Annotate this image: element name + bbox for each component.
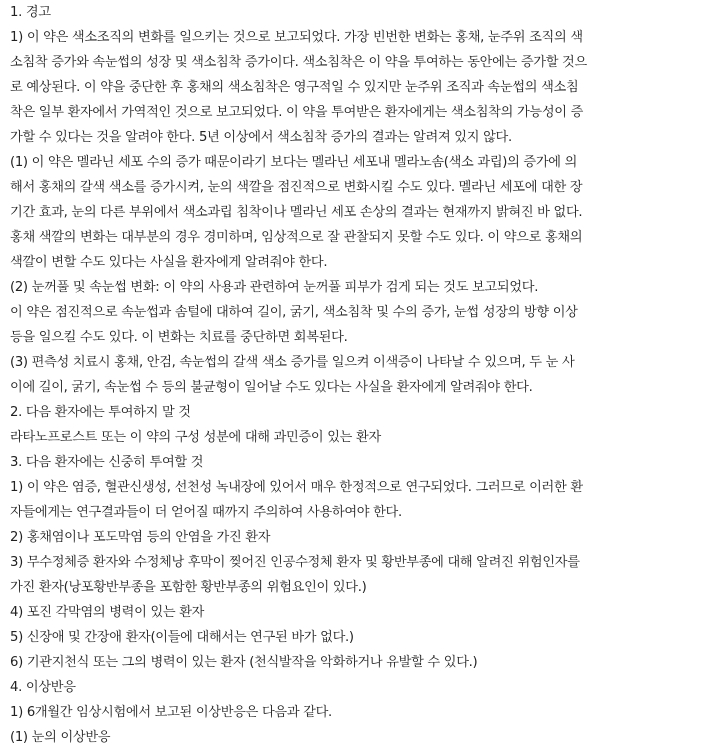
text-line: 로 예상된다. 이 약을 중단한 후 홍채의 색소침착은 영구적일 수 있지만 눈주위 조직과 속눈썹의 색소침: [10, 80, 579, 95]
text-line: 2) 홍채염이나 포도막염 등의 안염을 가진 환자: [10, 530, 271, 545]
text-line: 1) 이 약은 염증, 혈관신생성, 선천성 녹내장에 있어서 매우 한정적으로 연구되었다. 그러므로 이러한 환: [10, 480, 583, 495]
text-line: 소침착 증가와 속눈썹의 성장 및 색소침착 증가이다. 색소침착은 이 약을 투여하는 동안에는 증가할 것으: [10, 55, 587, 70]
text-line: 색깔이 변할 수도 있다는 사실을 환자에게 알려줘야 한다.: [10, 255, 328, 270]
text-line: 해서 홍채의 갈색 색소를 증가시켜, 눈의 색깔을 점진적으로 변화시킬 수도 있다. 멜라닌 세포에 대한 장: [10, 180, 583, 195]
text-line: 이 약은 점진적으로 속눈썹과 솜털에 대하여 길이, 굵기, 색소침착 및 수의 증가, 눈썹 성장의 방향 이상: [10, 305, 578, 320]
text-line: 이에 길이, 굵기, 속눈썹 수 등의 불균형이 일어날 수도 있다는 사실을 환자에게 알려줘야 한다.: [10, 380, 533, 395]
text-line: (1) 이 약은 멜라닌 세포 수의 증가 때문이라기 보다는 멜라닌 세포내 멜라노솜(색소 과립)의 증가에 의: [10, 155, 578, 170]
section-heading-precautions: 3. 다음 환자에는 신중히 투여할 것: [10, 455, 204, 470]
text-line: 6) 기관지천식 또는 그의 병력이 있는 환자 (천식발작을 악화하거나 유발할 수 있다.): [10, 655, 478, 670]
text-line: 기간 효과, 눈의 다른 부위에서 색소과립 침착이나 멜라닌 세포 손상의 결과는 현재까지 밝혀진 바 없다.: [10, 205, 583, 220]
text-line: (1) 눈의 이상반응: [10, 730, 111, 745]
text-line: 라타노프로스트 또는 이 약의 구성 성분에 대해 과민증이 있는 환자: [10, 430, 381, 445]
text-line: (3) 편측성 치료시 홍채, 안검, 속눈썹의 갈색 색소 증가를 일으켜 이색증이 나타날 수 있으며, 두 눈 사: [10, 355, 575, 370]
document-body: [10, 0, 698, 750]
text-line: 등을 일으킬 수도 있다. 이 변화는 치료를 중단하면 회복된다.: [10, 330, 348, 345]
text-line: 가진 환자(낭포황반부종을 포함한 황반부종의 위험요인이 있다.): [10, 580, 367, 595]
text-line: 1) 이 약은 색소조직의 변화를 일으키는 것으로 보고되었다. 가장 빈번한 변화는 홍채, 눈주위 조직의 색: [10, 30, 583, 45]
section-heading-adverse-reactions: 4. 이상반응: [10, 680, 76, 695]
text-line: 3) 무수정체증 환자와 수정체낭 후막이 찢어진 인공수정체 환자 및 황반부종에 대해 알려진 위험인자를: [10, 555, 580, 570]
text-line: (2) 눈꺼풀 및 속눈썹 변화: 이 약의 사용과 관련하여 눈꺼풀 피부가 검게 되는 것도 보고되었다.: [10, 280, 539, 295]
text-line: 4) 포진 각막염의 병력이 있는 환자: [10, 605, 205, 620]
text-line: 자들에게는 연구결과들이 더 얻어질 때까지 주의하여 사용하여야 한다.: [10, 505, 402, 520]
section-heading-warnings: 1. 경고: [10, 5, 51, 20]
text-line: 홍채 색깔의 변화는 대부분의 경우 경미하며, 임상적으로 잘 관찰되지 못할 수도 있다. 이 약으로 홍채의: [10, 230, 583, 245]
text-line: 가할 수 있다는 것을 알려야 한다. 5년 이상에서 색소침착 증가의 결과는 알려져 있지 않다.: [10, 130, 512, 145]
text-line: 1) 6개월간 임상시험에서 보고된 이상반응은 다음과 같다.: [10, 705, 332, 720]
text-line: 착은 일부 환자에서 가역적인 것으로 보고되었다. 이 약을 투여받은 환자에게는 색소침착의 가능성이 증: [10, 105, 584, 120]
text-line: 5) 신장애 및 간장애 환자(이들에 대해서는 연구된 바가 없다.): [10, 630, 354, 645]
section-heading-contraindications: 2. 다음 환자에는 투여하지 말 것: [10, 405, 191, 420]
